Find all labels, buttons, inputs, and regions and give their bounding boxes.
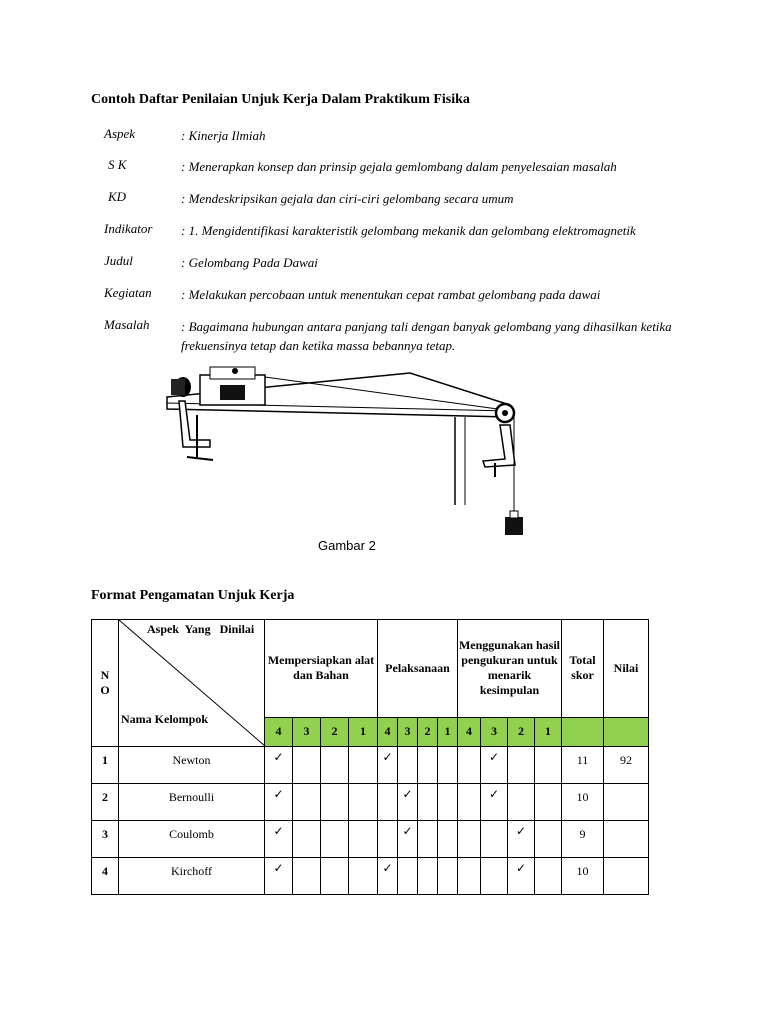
meta-value: : Gelombang Pada Dawai bbox=[181, 255, 318, 270]
empty-score-cell bbox=[438, 784, 458, 821]
empty-score-cell bbox=[458, 821, 481, 858]
nilai-value bbox=[604, 821, 649, 858]
empty-score-cell bbox=[293, 784, 321, 821]
empty-score-cell bbox=[438, 747, 458, 784]
diagonal-header-cell bbox=[119, 620, 265, 747]
meta-value: : Melakukan percobaan untuk menentukan cepat rambat gelombang pada dawai bbox=[181, 287, 601, 302]
score-level-header: 2 bbox=[418, 717, 438, 746]
table-row bbox=[92, 858, 649, 895]
empty-score-cell bbox=[535, 821, 562, 858]
empty-score-cell bbox=[293, 747, 321, 784]
total-score: 10 bbox=[562, 858, 604, 895]
meta-value: : Bagaimana hubungan antara panjang tali dengan banyak gelombang yang dihasilkan ketika frekuensinya tetap dan ketika massa bebannya tetap. bbox=[181, 319, 672, 353]
score-level-header: 4 bbox=[265, 717, 293, 746]
empty-score-cell bbox=[398, 747, 418, 784]
empty-score-cell bbox=[481, 821, 508, 858]
meta-value: : 1. Mengidentifikasi karakteristik gelombang mekanik dan gelombang elektromagnetik bbox=[181, 223, 636, 238]
empty-score-cell bbox=[508, 747, 535, 784]
check-mark-icon: ✓ bbox=[378, 858, 398, 895]
empty-score-cell bbox=[349, 858, 378, 895]
empty-score-cell bbox=[321, 821, 349, 858]
total-score: 10 bbox=[562, 784, 604, 821]
diagonal-line bbox=[119, 620, 265, 746]
empty-score-cell bbox=[535, 784, 562, 821]
aspect-header-pelaksanaan: Pelaksanaan bbox=[378, 620, 458, 718]
observation-table bbox=[91, 619, 649, 895]
score-level-header: 4 bbox=[458, 717, 481, 746]
table-row bbox=[92, 747, 649, 784]
empty-score-cell bbox=[418, 858, 438, 895]
meta-value: : Menerapkan konsep dan prinsip gejala gemlombang dalam penyelesaian masalah bbox=[181, 159, 617, 174]
empty-score-cell bbox=[508, 784, 535, 821]
empty-score-cell bbox=[398, 858, 418, 895]
empty-score-cell bbox=[418, 747, 438, 784]
empty-score-cell bbox=[535, 747, 562, 784]
row-number: 2 bbox=[92, 784, 119, 821]
empty-score-cell bbox=[378, 821, 398, 858]
check-mark-icon: ✓ bbox=[398, 821, 418, 858]
empty-score-cell bbox=[458, 747, 481, 784]
section-subtitle: Format Pengamatan Unjuk Kerja bbox=[91, 588, 295, 603]
empty-score-cell bbox=[321, 858, 349, 895]
meta-label: Masalah bbox=[104, 317, 150, 332]
total-score: 9 bbox=[562, 821, 604, 858]
score-level-header: 2 bbox=[321, 717, 349, 746]
check-mark-icon: ✓ bbox=[265, 784, 293, 821]
empty-score-cell bbox=[349, 821, 378, 858]
aspect-header-kesimpulan: Menggunakan hasil pengukuran untuk menarik kesimpulan bbox=[458, 620, 562, 718]
total-score: 11 bbox=[562, 747, 604, 784]
group-name: Newton bbox=[119, 747, 265, 784]
check-mark-icon: ✓ bbox=[378, 747, 398, 784]
meta-label: Indikator bbox=[104, 221, 153, 236]
empty-score-cell bbox=[293, 858, 321, 895]
document-title: Contoh Daftar Penilaian Unjuk Kerja Dalam Praktikum Fisika bbox=[91, 92, 470, 107]
empty-score-cell bbox=[418, 821, 438, 858]
row-number: 4 bbox=[92, 858, 119, 895]
nilai-value bbox=[604, 784, 649, 821]
empty-score-cell bbox=[321, 784, 349, 821]
empty-score-cell bbox=[438, 858, 458, 895]
aspect-header-persiapan: Mempersiapkan alat dan Bahan bbox=[265, 620, 378, 718]
score-level-header: 1 bbox=[438, 717, 458, 746]
empty-score-cell bbox=[378, 784, 398, 821]
no-header: N O bbox=[92, 620, 119, 747]
total-skor-header: Total skor bbox=[562, 620, 604, 718]
group-name: Kirchoff bbox=[119, 858, 265, 895]
score-level-header: 1 bbox=[349, 717, 378, 746]
aspect-dinilai-label: Aspek Yang Dinilai bbox=[147, 622, 255, 636]
score-level-header: 3 bbox=[398, 717, 418, 746]
check-mark-icon: ✓ bbox=[508, 858, 535, 895]
check-mark-icon: ✓ bbox=[481, 747, 508, 784]
table-row bbox=[92, 821, 649, 858]
empty-score-cell bbox=[458, 784, 481, 821]
check-mark-icon: ✓ bbox=[481, 784, 508, 821]
check-mark-icon: ✓ bbox=[398, 784, 418, 821]
nilai-value: 92 bbox=[604, 747, 649, 784]
empty-score-cell bbox=[438, 821, 458, 858]
row-number: 3 bbox=[92, 821, 119, 858]
meta-label: KD bbox=[108, 189, 127, 204]
empty-score-cell bbox=[349, 747, 378, 784]
check-mark-icon: ✓ bbox=[508, 821, 535, 858]
meta-label: Judul bbox=[104, 253, 133, 268]
nama-kelompok-label: Nama Kelompok bbox=[121, 712, 208, 726]
meta-label: Kegiatan bbox=[104, 285, 152, 300]
score-level-header: 3 bbox=[293, 717, 321, 746]
empty-score-cell bbox=[321, 747, 349, 784]
apparatus-figure bbox=[165, 365, 525, 560]
check-mark-icon: ✓ bbox=[265, 747, 293, 784]
score-level-blank bbox=[604, 717, 649, 746]
check-mark-icon: ✓ bbox=[265, 858, 293, 895]
row-number: 1 bbox=[92, 747, 119, 784]
empty-score-cell bbox=[349, 784, 378, 821]
meta-value: : Mendeskripsikan gejala dan ciri-ciri gelombang secara umum bbox=[181, 191, 514, 206]
empty-score-cell bbox=[458, 858, 481, 895]
meta-label: S K bbox=[108, 157, 127, 172]
nilai-header: Nilai bbox=[604, 620, 649, 718]
score-level-header: 4 bbox=[378, 717, 398, 746]
empty-score-cell bbox=[535, 858, 562, 895]
nilai-value bbox=[604, 858, 649, 895]
meta-value: : Kinerja Ilmiah bbox=[181, 128, 266, 143]
table-row bbox=[92, 784, 649, 821]
score-level-header: 1 bbox=[535, 717, 562, 746]
score-level-header: 2 bbox=[508, 717, 535, 746]
empty-score-cell bbox=[481, 858, 508, 895]
score-level-header: 3 bbox=[481, 717, 508, 746]
check-mark-icon: ✓ bbox=[265, 821, 293, 858]
group-name: Bernoulli bbox=[119, 784, 265, 821]
meta-label: Aspek bbox=[104, 126, 136, 141]
group-name: Coulomb bbox=[119, 821, 265, 858]
figure-caption: Gambar 2 bbox=[318, 538, 376, 553]
empty-score-cell bbox=[418, 784, 438, 821]
empty-score-cell bbox=[293, 821, 321, 858]
score-level-blank bbox=[562, 717, 604, 746]
